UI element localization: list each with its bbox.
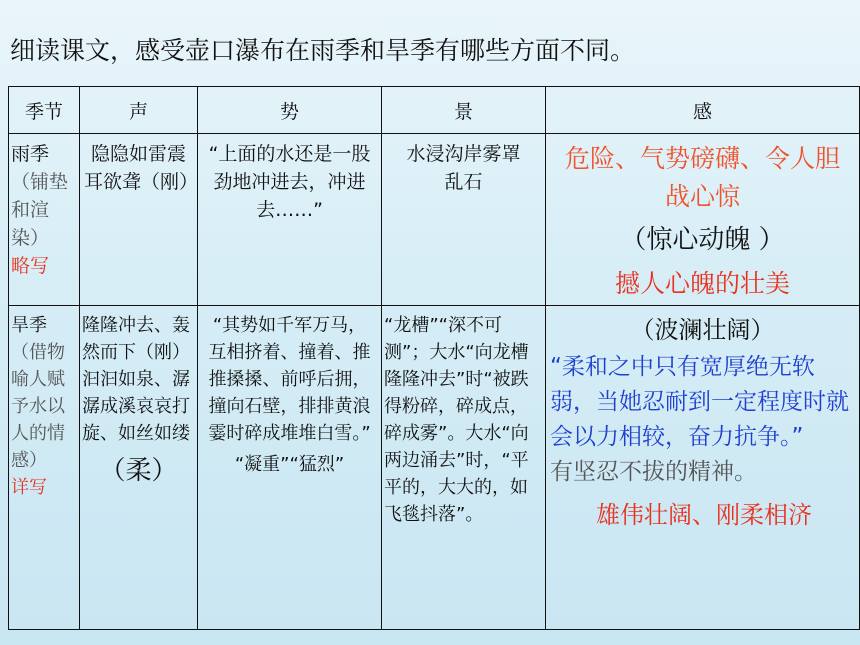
- dry-sound-cell: [80, 306, 198, 630]
- dry-feeling-cell: [546, 306, 860, 630]
- rain-row: [9, 134, 860, 306]
- header-sound: 声: [80, 87, 198, 134]
- rain-mode: 略写: [11, 255, 50, 277]
- rain-scene: 水浸沟岸雾罩乱石: [406, 143, 521, 193]
- dry-feeling-1: （波澜壮阔）: [630, 316, 775, 344]
- rain-feeling-2: （惊心动魄 ）: [620, 225, 785, 255]
- rain-sound-cell: [80, 134, 198, 306]
- dry-scene: “龙槽”“深不可测”；大水“向龙槽隆隆冲去”时“被跌得粉碎，碎成点，碎成雾”。大水“向两边涌去”时，“平平的，大大的，如飞毯抖落”。: [384, 315, 529, 525]
- dry-momentum: “其势如千军万马，互相挤着、撞着、推推搡搡、前呼后拥，撞向石壁，排排黄浪霎时碎成堆堆白雪。”: [208, 315, 371, 444]
- dry-note: （借物喻人赋予水以人的情感）: [11, 342, 65, 471]
- dry-feeling-2: “柔和之中只有宽厚绝无软弱，当她忍耐到一定程度时就会以力相较，奋力抗争。”: [550, 354, 849, 450]
- dry-sound-tag: （柔）: [99, 456, 178, 486]
- dry-momentum-2: “凝重”“猛烈”: [234, 454, 345, 475]
- header-row: [9, 87, 860, 134]
- rain-feeling-cell: [546, 134, 860, 306]
- dry-season: 旱季: [11, 315, 47, 336]
- header-scene: 景: [382, 87, 546, 134]
- dry-momentum-cell: [198, 306, 382, 630]
- dry-feeling-4: 雄伟壮阔、刚柔相济: [596, 501, 812, 529]
- header-feeling: 感: [546, 87, 860, 134]
- rain-momentum: “上面的水还是一股劲地冲进去，冲进去……”: [208, 143, 371, 221]
- dry-season-cell: [9, 306, 80, 630]
- dry-row: [9, 306, 860, 630]
- header-momentum: 势: [198, 87, 382, 134]
- page-heading: 细读课文，感受壶口瀑布在雨季和旱季有哪些方面不同。: [10, 36, 636, 65]
- rain-scene-cell: [382, 134, 546, 306]
- dry-sound: 隆隆冲去、轰然而下（刚）汩汩如泉、潺潺成溪哀哀打旋、如丝如缕: [82, 315, 190, 444]
- dry-mode: 详写: [11, 477, 47, 498]
- rain-momentum-cell: [198, 134, 382, 306]
- rain-note: （铺垫和渲染）: [11, 171, 69, 249]
- rain-feeling-3: 撼人心魄的壮美: [614, 269, 790, 298]
- dry-scene-cell: [382, 306, 546, 630]
- header-season: 季节: [9, 87, 80, 134]
- rain-sound: 隐隐如雷震耳欲聋（刚）: [84, 143, 199, 193]
- comparison-table: [8, 86, 860, 630]
- rain-feeling-1: 危险、气势磅礴、令人胆战心惊: [564, 144, 840, 211]
- rain-season-cell: [9, 134, 80, 306]
- dry-feeling-3: 有坚忍不拔的精神。: [550, 459, 757, 485]
- rain-season: 雨季: [11, 143, 50, 165]
